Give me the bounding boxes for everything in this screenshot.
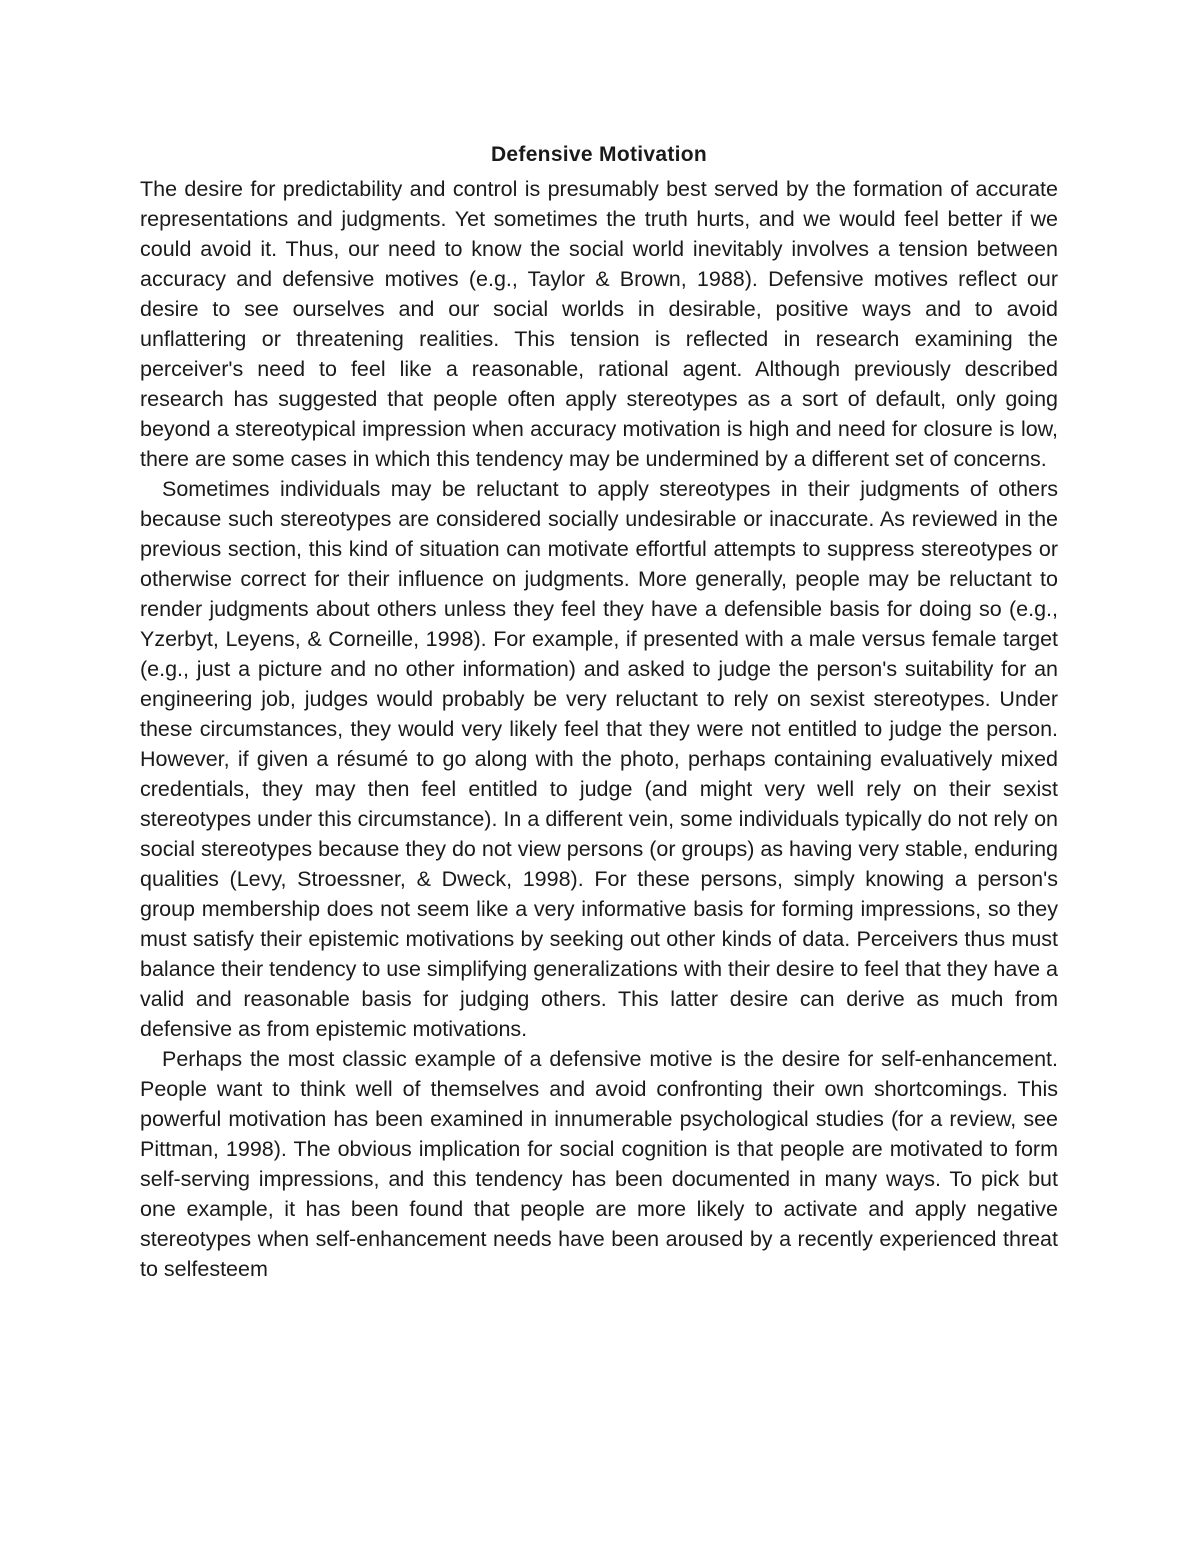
paragraph-2: Sometimes individuals may be reluctant to apply stereotypes in their judgments of others because such stereotypes are considered socially undesirable or inaccurate. As reviewed in the previous section, this kind of situation can motivate effortful attempts to suppress stereotypes or otherwise correct for their influence on judgments. More generally, people may be reluctant to render judgments about others unless they feel they have a defensible basis for doing so (e.g., Yzerbyt, Leyens, & Corneille, 1998). For example, if presented with a male versus female target (e.g., just a picture and no other information) and asked to judge the person's suitability for an engineering job, judges would probably be very reluctant to rely on sexist stereotypes. Under these circumstances, they would very likely feel that they were not entitled to judge the person. However, if given a résumé to go along with the photo, perhaps containing evaluatively mixed credentials, they may then feel entitled to judge (and might very well rely on their sexist stereotypes under this circumstance). In a different vein, some individuals typically do not rely on social stereotypes because they do not view persons (or groups) as having very stable, enduring qualities (Levy, Stroessner, & Dweck, 1998). For these persons, simply knowing a person's group membership does not seem like a very informative basis for forming impressions, so they must satisfy their epistemic motivations by seeking out other kinds of data. Perceivers thus must balance their tendency to use simplifying generalizations with their desire to feel that they have a valid and reasonable basis for judging others. This latter desire can derive as much from defensive as from epistemic motivations.	[140, 477, 1058, 1041]
document-page	[140, 140, 1058, 1284]
paragraph-1: The desire for predictability and control is presumably best served by the formation of accurate representations and judgments. Yet sometimes the truth hurts, and we would feel better if we could avoid it. Thus, our need to know the social world inevitably involves a tension between accuracy and defensive motives (e.g., Taylor & Brown, 1988). Defensive motives reflect our desire to see ourselves and our social worlds in desirable, positive ways and to avoid unflattering or threatening realities. This tension is reflected in research examining the perceiver's need to feel like a reasonable, rational agent. Although previously described research has suggested that people often apply stereotypes as a sort of default, only going beyond a stereotypical impression when accuracy motivation is high and need for closure is low, there are some cases in which this tendency may be undermined by a different set of concerns.	[140, 177, 1058, 471]
paragraph-3: Perhaps the most classic example of a defensive motive is the desire for self-enhancement. People want to think well of themselves and avoid confronting their own shortcomings. This powerful motivation has been examined in innumerable psychological studies (for a review, see Pittman, 1998). The obvious implication for social cognition is that people are motivated to form self-serving impressions, and this tendency has been documented in many ways. To pick but one example, it has been found that people are more likely to activate and apply negative stereotypes when self-enhancement needs have been aroused by a recently experienced threat to selfesteem	[140, 1047, 1058, 1281]
document-title: Defensive Motivation	[490, 143, 708, 166]
